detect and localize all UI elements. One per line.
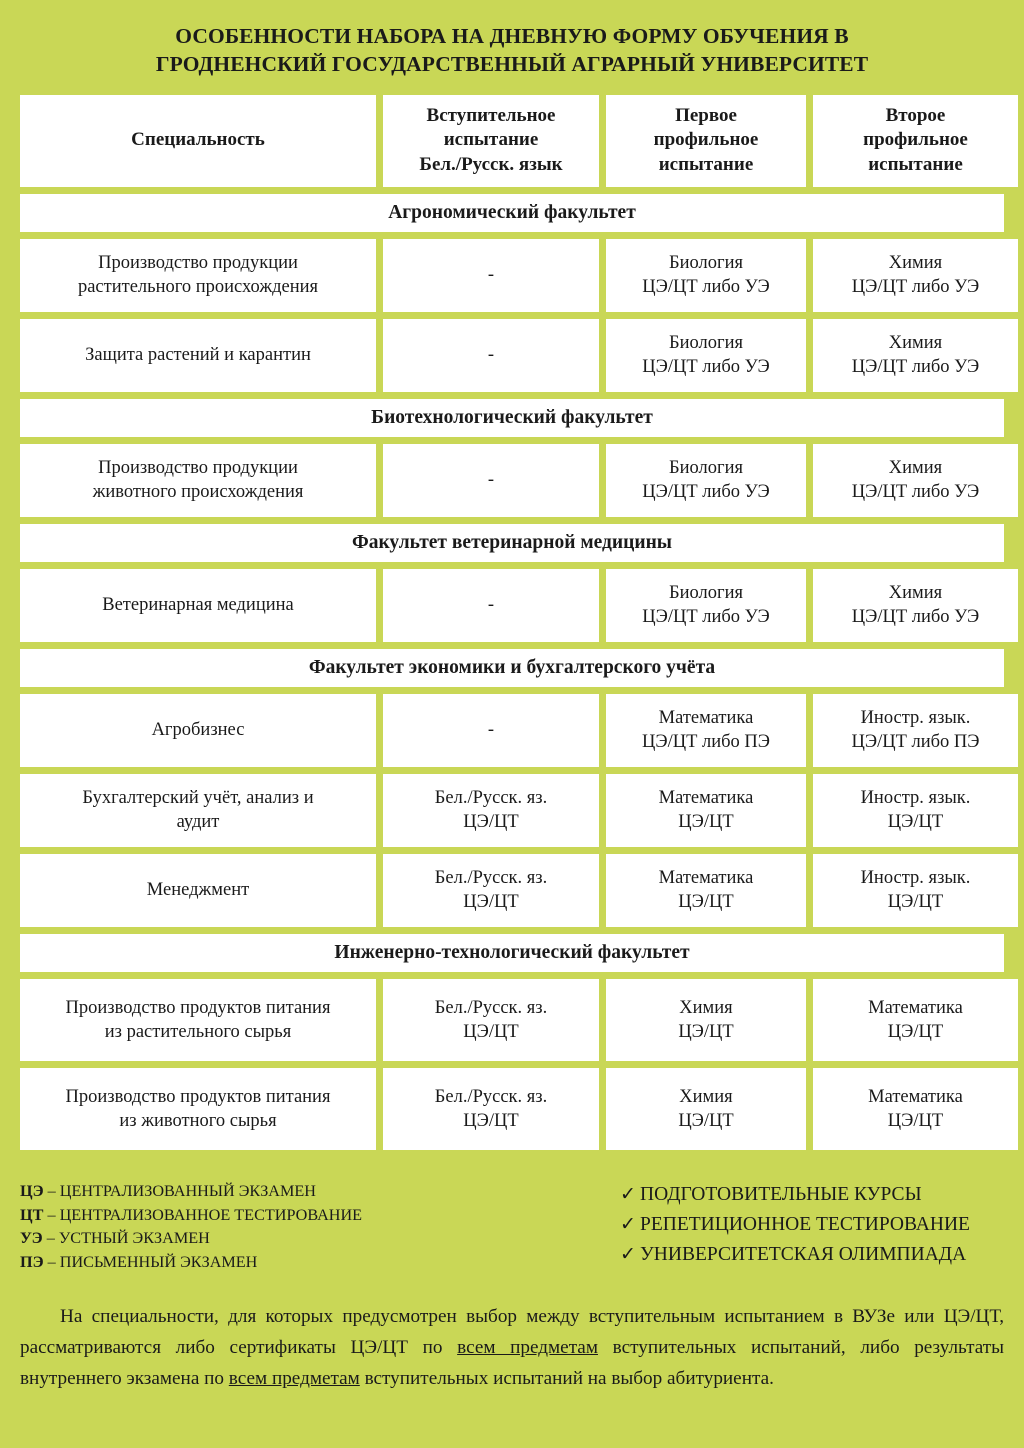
legend-section (20, 1180, 1004, 1275)
footer-note-underline-1: всем предметам (457, 1337, 598, 1359)
faculty-name: Факультет экономики и бухгалтерского учёта (20, 649, 1004, 687)
cell-language-line-1: - (487, 345, 495, 366)
list-item (620, 1210, 1004, 1240)
legend-abbr: ЦЭ (20, 1181, 44, 1200)
cell-profile-first-line-2: ЦЭ/ЦТ (678, 892, 734, 913)
cell-profile-second-line-1: Химия (888, 583, 943, 604)
cell-specialty-line-2: растительного происхождения (77, 277, 319, 298)
checklist-label: ПОДГОТОВИТЕЛЬНЫЕ КУРСЫ (640, 1183, 922, 1205)
cell-profile-first (606, 774, 806, 847)
column-header-language (383, 95, 599, 187)
cell-specialty-line-2: животного происхождения (92, 482, 304, 503)
cell-profile-second-line-2: ЦЭ/ЦТ либо УЭ (851, 607, 980, 628)
cell-profile-first (606, 569, 806, 642)
table-row (20, 319, 1004, 392)
list-item (620, 1180, 1004, 1210)
cell-profile-second-line-2: ЦЭ/ЦТ (887, 812, 944, 833)
check-icon: ✓ (620, 1183, 636, 1205)
column-header-specialty-label: Специальность (131, 129, 265, 151)
cell-profile-second-line-1: Химия (888, 458, 943, 479)
faculty-name: Агрономический факультет (20, 194, 1004, 232)
cell-language-line-2: ЦЭ/ЦТ (463, 1021, 519, 1042)
cell-profile-first-line-2: ЦЭ/ЦТ (678, 812, 734, 833)
cell-profile-first-line-2: ЦЭ/ЦТ либо УЭ (642, 277, 770, 298)
cell-profile-first-line-1: Математика (658, 788, 754, 809)
cell-language (383, 569, 599, 642)
cell-profile-first-line-1: Биология (668, 583, 743, 604)
column-header-profile-first-line-1: Первое (675, 104, 737, 126)
cell-profile-first-line-2: ЦЭ/ЦТ (678, 1021, 734, 1042)
cell-specialty (20, 694, 376, 767)
footer-note-part-1: На специальности, для которых предусмотрен выбор между вступительным испытанием в ВУЗе или ЦЭ/ЦТ, рассматриваются либо сертификаты ЦЭ/ЦТ по (20, 1306, 1004, 1359)
column-header-profile-second-line-2: профильное (863, 129, 968, 151)
cell-specialty (20, 444, 376, 517)
cell-language-line-1: Бел./Русск. яз. (434, 997, 548, 1018)
cell-profile-second (813, 1068, 1018, 1150)
cell-profile-second-line-2: ЦЭ/ЦТ либо ПЭ (851, 732, 980, 753)
footer-note-underline-2: всем предметам (228, 1368, 360, 1390)
cell-profile-second-line-2: ЦЭ/ЦТ либо УЭ (851, 357, 980, 378)
cell-specialty (20, 569, 376, 642)
cell-profile-second-line-1: Математика (868, 997, 963, 1018)
cell-specialty (20, 239, 376, 312)
cell-profile-first-line-2: ЦЭ/ЦТ либо УЭ (642, 607, 770, 628)
cell-profile-first-line-2: ЦЭ/ЦТ либо УЭ (642, 482, 770, 503)
table-row (20, 979, 1004, 1061)
cell-language-line-1: - (487, 720, 495, 741)
table-row (20, 774, 1004, 847)
column-header-language-line-1: Вступительное (426, 104, 556, 126)
cell-profile-second-line-2: ЦЭ/ЦТ (887, 1021, 944, 1042)
cell-profile-second (813, 854, 1018, 927)
cell-specialty-line-1: Производство продуктов питания (65, 997, 331, 1018)
legend-dash: – (43, 1253, 60, 1272)
legend-abbr: УЭ (20, 1229, 43, 1248)
cell-profile-second (813, 444, 1018, 517)
cell-profile-second-line-2: ЦЭ/ЦТ (887, 1110, 944, 1131)
cell-profile-first (606, 444, 806, 517)
cell-specialty-line-1: Бухгалтерский учёт, анализ и (82, 788, 314, 809)
cell-language (383, 694, 599, 767)
cell-profile-second-line-1: Иностр. язык. (860, 708, 971, 729)
cell-profile-first (606, 979, 806, 1061)
checklist-label: УНИВЕРСИТЕТСКАЯ ОЛИМПИАДА (640, 1243, 967, 1265)
faculty-header-row (20, 194, 1004, 232)
footer-note-part-3: вступительных испытаний на выбор абитуриента. (359, 1368, 774, 1390)
table-row (20, 444, 1004, 517)
cell-specialty-line-1: Производство продукции (98, 253, 298, 274)
cell-profile-first-line-1: Химия (679, 1086, 733, 1107)
legend-dash: – (43, 1181, 60, 1200)
check-icon: ✓ (620, 1243, 636, 1265)
cell-language-line-2: ЦЭ/ЦТ (463, 812, 519, 833)
legend-text: ЦЕНТРАЛИЗОВАННЫЙ ЭКЗАМЕН (59, 1181, 316, 1200)
cell-profile-first (606, 694, 806, 767)
list-item (620, 1240, 1004, 1270)
cell-language-line-1: Бел./Русск. яз. (434, 1086, 548, 1107)
column-header-profile-second-line-3: испытание (868, 154, 963, 176)
table-row (20, 694, 1004, 767)
cell-profile-first (606, 239, 806, 312)
cell-language (383, 444, 599, 517)
cell-profile-first-line-1: Биология (668, 333, 743, 354)
cell-profile-first-line-2: ЦЭ/ЦТ либо УЭ (642, 357, 770, 378)
legend-abbr: ЦТ (20, 1205, 44, 1224)
footer-note-part-2: вступительных испытаний, либо результаты внутреннего экзамена по (20, 1337, 1004, 1390)
cell-profile-second (813, 979, 1018, 1061)
cell-profile-first-line-2: ЦЭ/ЦТ (678, 1110, 734, 1131)
cell-specialty-line-2: из животного сырья (119, 1110, 277, 1131)
cell-profile-first-line-2: ЦЭ/ЦТ либо ПЭ (642, 732, 770, 753)
cell-language-line-1: - (487, 265, 495, 286)
cell-profile-first-line-1: Биология (668, 458, 743, 479)
faculty-header-row (20, 649, 1004, 687)
cell-profile-second (813, 774, 1018, 847)
page-title-line-1: ОСОБЕННОСТИ НАБОРА НА ДНЕВНУЮ ФОРМУ ОБУЧЕНИЯ В (175, 24, 849, 48)
legend-dash: – (43, 1205, 60, 1224)
cell-specialty-line-2: аудит (176, 812, 220, 833)
check-icon: ✓ (620, 1213, 636, 1235)
cell-profile-first (606, 1068, 806, 1150)
cell-profile-second-line-1: Иностр. язык. (860, 788, 971, 809)
cell-profile-second-line-1: Химия (888, 333, 943, 354)
faculty-name: Факультет ветеринарной медицины (20, 524, 1004, 562)
column-header-profile-first-line-2: профильное (653, 129, 759, 151)
cell-language-line-1: Бел./Русск. яз. (434, 788, 548, 809)
page-title (0, 0, 1024, 89)
cell-specialty-line-1: Менеджмент (146, 880, 250, 901)
checklist (580, 1180, 1004, 1270)
cell-profile-second-line-1: Математика (868, 1086, 963, 1107)
abbreviation-legend (20, 1180, 580, 1275)
footer-note (20, 1301, 1004, 1394)
cell-profile-second (813, 569, 1018, 642)
legend-item (20, 1180, 580, 1204)
faculty-name: Инженерно-технологический факультет (20, 934, 1004, 972)
faculty-header-row (20, 399, 1004, 437)
cell-specialty-line-1: Защита растений и карантин (85, 345, 311, 366)
cell-profile-second (813, 694, 1018, 767)
column-header-profile-second-line-1: Второе (885, 104, 946, 126)
column-header-specialty (20, 95, 376, 187)
faculty-name: Биотехнологический факультет (20, 399, 1004, 437)
cell-specialty (20, 979, 376, 1061)
cell-profile-first-line-1: Биология (668, 253, 743, 274)
cell-specialty-line-2: из растительного сырья (104, 1021, 292, 1042)
cell-specialty (20, 854, 376, 927)
cell-language (383, 979, 599, 1061)
column-header-profile-second (813, 95, 1018, 187)
cell-profile-second (813, 319, 1018, 392)
cell-specialty-line-1: Производство продуктов питания (65, 1086, 331, 1107)
legend-text: ПИСЬМЕННЫЙ ЭКЗАМЕН (59, 1253, 258, 1272)
legend-abbr: ПЭ (20, 1253, 44, 1272)
cell-profile-second-line-1: Химия (888, 253, 943, 274)
cell-language-line-1: - (487, 470, 495, 491)
cell-profile-first-line-1: Математика (658, 868, 754, 889)
cell-specialty (20, 319, 376, 392)
table-row (20, 854, 1004, 927)
cell-specialty (20, 1068, 376, 1150)
column-header-language-line-3: Бел./Русск. язык (419, 154, 563, 176)
cell-profile-first (606, 854, 806, 927)
page-title-line-2: ГРОДНЕНСКИЙ ГОСУДАРСТВЕННЫЙ АГРАРНЫЙ УНИВЕРСИТЕТ (155, 52, 869, 77)
legend-item (20, 1227, 580, 1251)
legend-dash: – (42, 1229, 59, 1248)
legend-text: УСТНЫЙ ЭКЗАМЕН (58, 1229, 210, 1248)
cell-specialty (20, 774, 376, 847)
legend-item (20, 1204, 580, 1228)
table-header-row (20, 95, 1004, 187)
column-header-profile-first (606, 95, 806, 187)
cell-language (383, 854, 599, 927)
cell-language-line-1: - (487, 595, 495, 616)
cell-specialty-line-1: Производство продукции (98, 458, 298, 479)
faculty-header-row (20, 524, 1004, 562)
cell-profile-first-line-1: Математика (658, 708, 754, 729)
cell-language (383, 774, 599, 847)
table-row (20, 569, 1004, 642)
cell-specialty-line-1: Ветеринарная медицина (102, 595, 294, 616)
cell-profile-first (606, 319, 806, 392)
cell-language (383, 239, 599, 312)
cell-language-line-2: ЦЭ/ЦТ (463, 892, 519, 913)
legend-item (20, 1251, 580, 1275)
cell-specialty-line-1: Агробизнес (151, 720, 245, 741)
cell-profile-second-line-2: ЦЭ/ЦТ (887, 892, 944, 913)
column-header-profile-first-line-3: испытание (658, 154, 754, 176)
checklist-label: РЕПЕТИЦИОННОЕ ТЕСТИРОВАНИЕ (640, 1213, 970, 1235)
cell-profile-first-line-1: Химия (679, 997, 733, 1018)
cell-profile-second-line-2: ЦЭ/ЦТ либо УЭ (851, 482, 980, 503)
cell-profile-second-line-1: Иностр. язык. (860, 868, 971, 889)
column-header-language-line-2: испытание (443, 129, 539, 151)
cell-language-line-2: ЦЭ/ЦТ (463, 1110, 519, 1131)
cell-language (383, 1068, 599, 1150)
admissions-table (20, 95, 1004, 1150)
faculty-header-row (20, 934, 1004, 972)
cell-profile-second (813, 239, 1018, 312)
table-row (20, 1068, 1004, 1150)
cell-language (383, 319, 599, 392)
table-row (20, 239, 1004, 312)
cell-profile-second-line-2: ЦЭ/ЦТ либо УЭ (851, 277, 980, 298)
cell-language-line-1: Бел./Русск. яз. (434, 868, 548, 889)
legend-text: ЦЕНТРАЛИЗОВАННОЕ ТЕСТИРОВАНИЕ (59, 1205, 363, 1224)
